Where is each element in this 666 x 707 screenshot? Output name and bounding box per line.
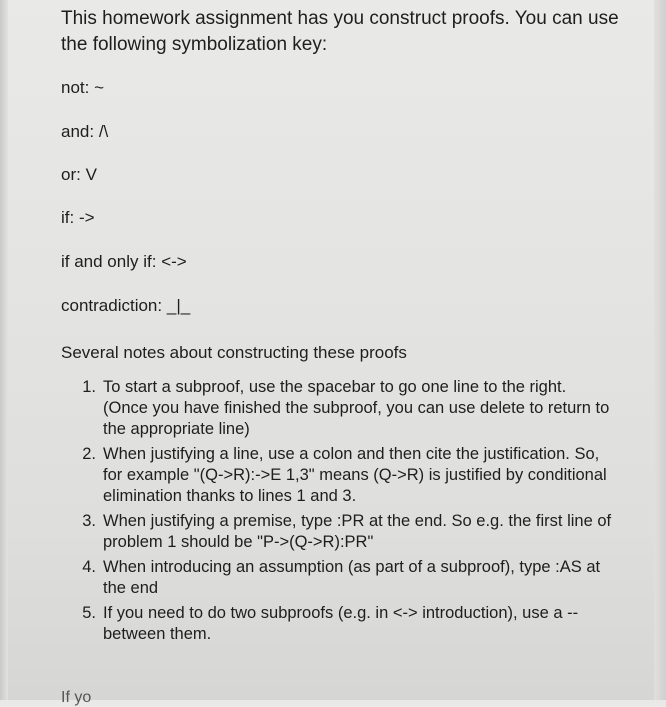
key-label: not: [61,78,90,97]
note-number: 1. [82,378,96,396]
key-and [61,122,108,142]
page-right-shadow [654,0,666,700]
key-symbol: -> [78,208,95,227]
key-symbol: V [85,165,97,184]
note-number: 2. [82,445,96,463]
note-item-2 [68,444,613,507]
note-item-4 [68,557,613,599]
key-label: if: [61,208,75,227]
notes-list [68,377,613,649]
note-number: 5. [82,604,96,622]
note-item-5 [68,603,613,645]
key-symbol: ~ [94,78,105,97]
intro-paragraph: This homework assignment has you construct proofs. You can use the following symbolization key: [61,8,619,55]
notes-heading: Several notes about constructing these proofs [61,343,407,362]
key-label: and: [61,122,95,141]
key-label: if and only if: [61,252,157,271]
key-symbol: /\ [98,122,109,141]
key-if [61,208,95,228]
cut-off-text: If yo [61,689,92,706]
page-left-shadow [0,0,8,700]
key-label: or: [61,165,81,184]
key-contradiction [61,296,190,316]
key-symbol: _|_ [166,296,191,315]
note-item-1 [68,377,613,440]
key-iff [61,252,187,272]
note-text: When justifying a line, use a colon and then cite the justification. So, for example "(Q->R):->E 1,3" means (Q->R) is justified by conditional elimination thanks to lines 1 and 3. [103,445,607,505]
note-number: 3. [82,512,96,530]
note-text: To start a subproof, use the spacebar to go one line to the right. (Once you have finished the subproof, you can use delete to return to the appropriate line) [103,378,610,438]
key-label: contradiction: [61,296,163,315]
note-text: If you need to do two subproofs (e.g. in <-> introduction), use a -- between them. [103,604,579,643]
key-or [61,165,97,185]
note-text: When introducing an assumption (as part of a subproof), type :AS at the end [103,558,601,597]
note-text: When justifying a premise, type :PR at the end. So e.g. the first line of problem 1 should be "P->(Q->R):PR" [103,512,612,551]
note-item-3 [68,511,613,553]
key-not [61,78,104,98]
key-symbol: <-> [161,252,187,271]
note-number: 4. [82,558,96,576]
